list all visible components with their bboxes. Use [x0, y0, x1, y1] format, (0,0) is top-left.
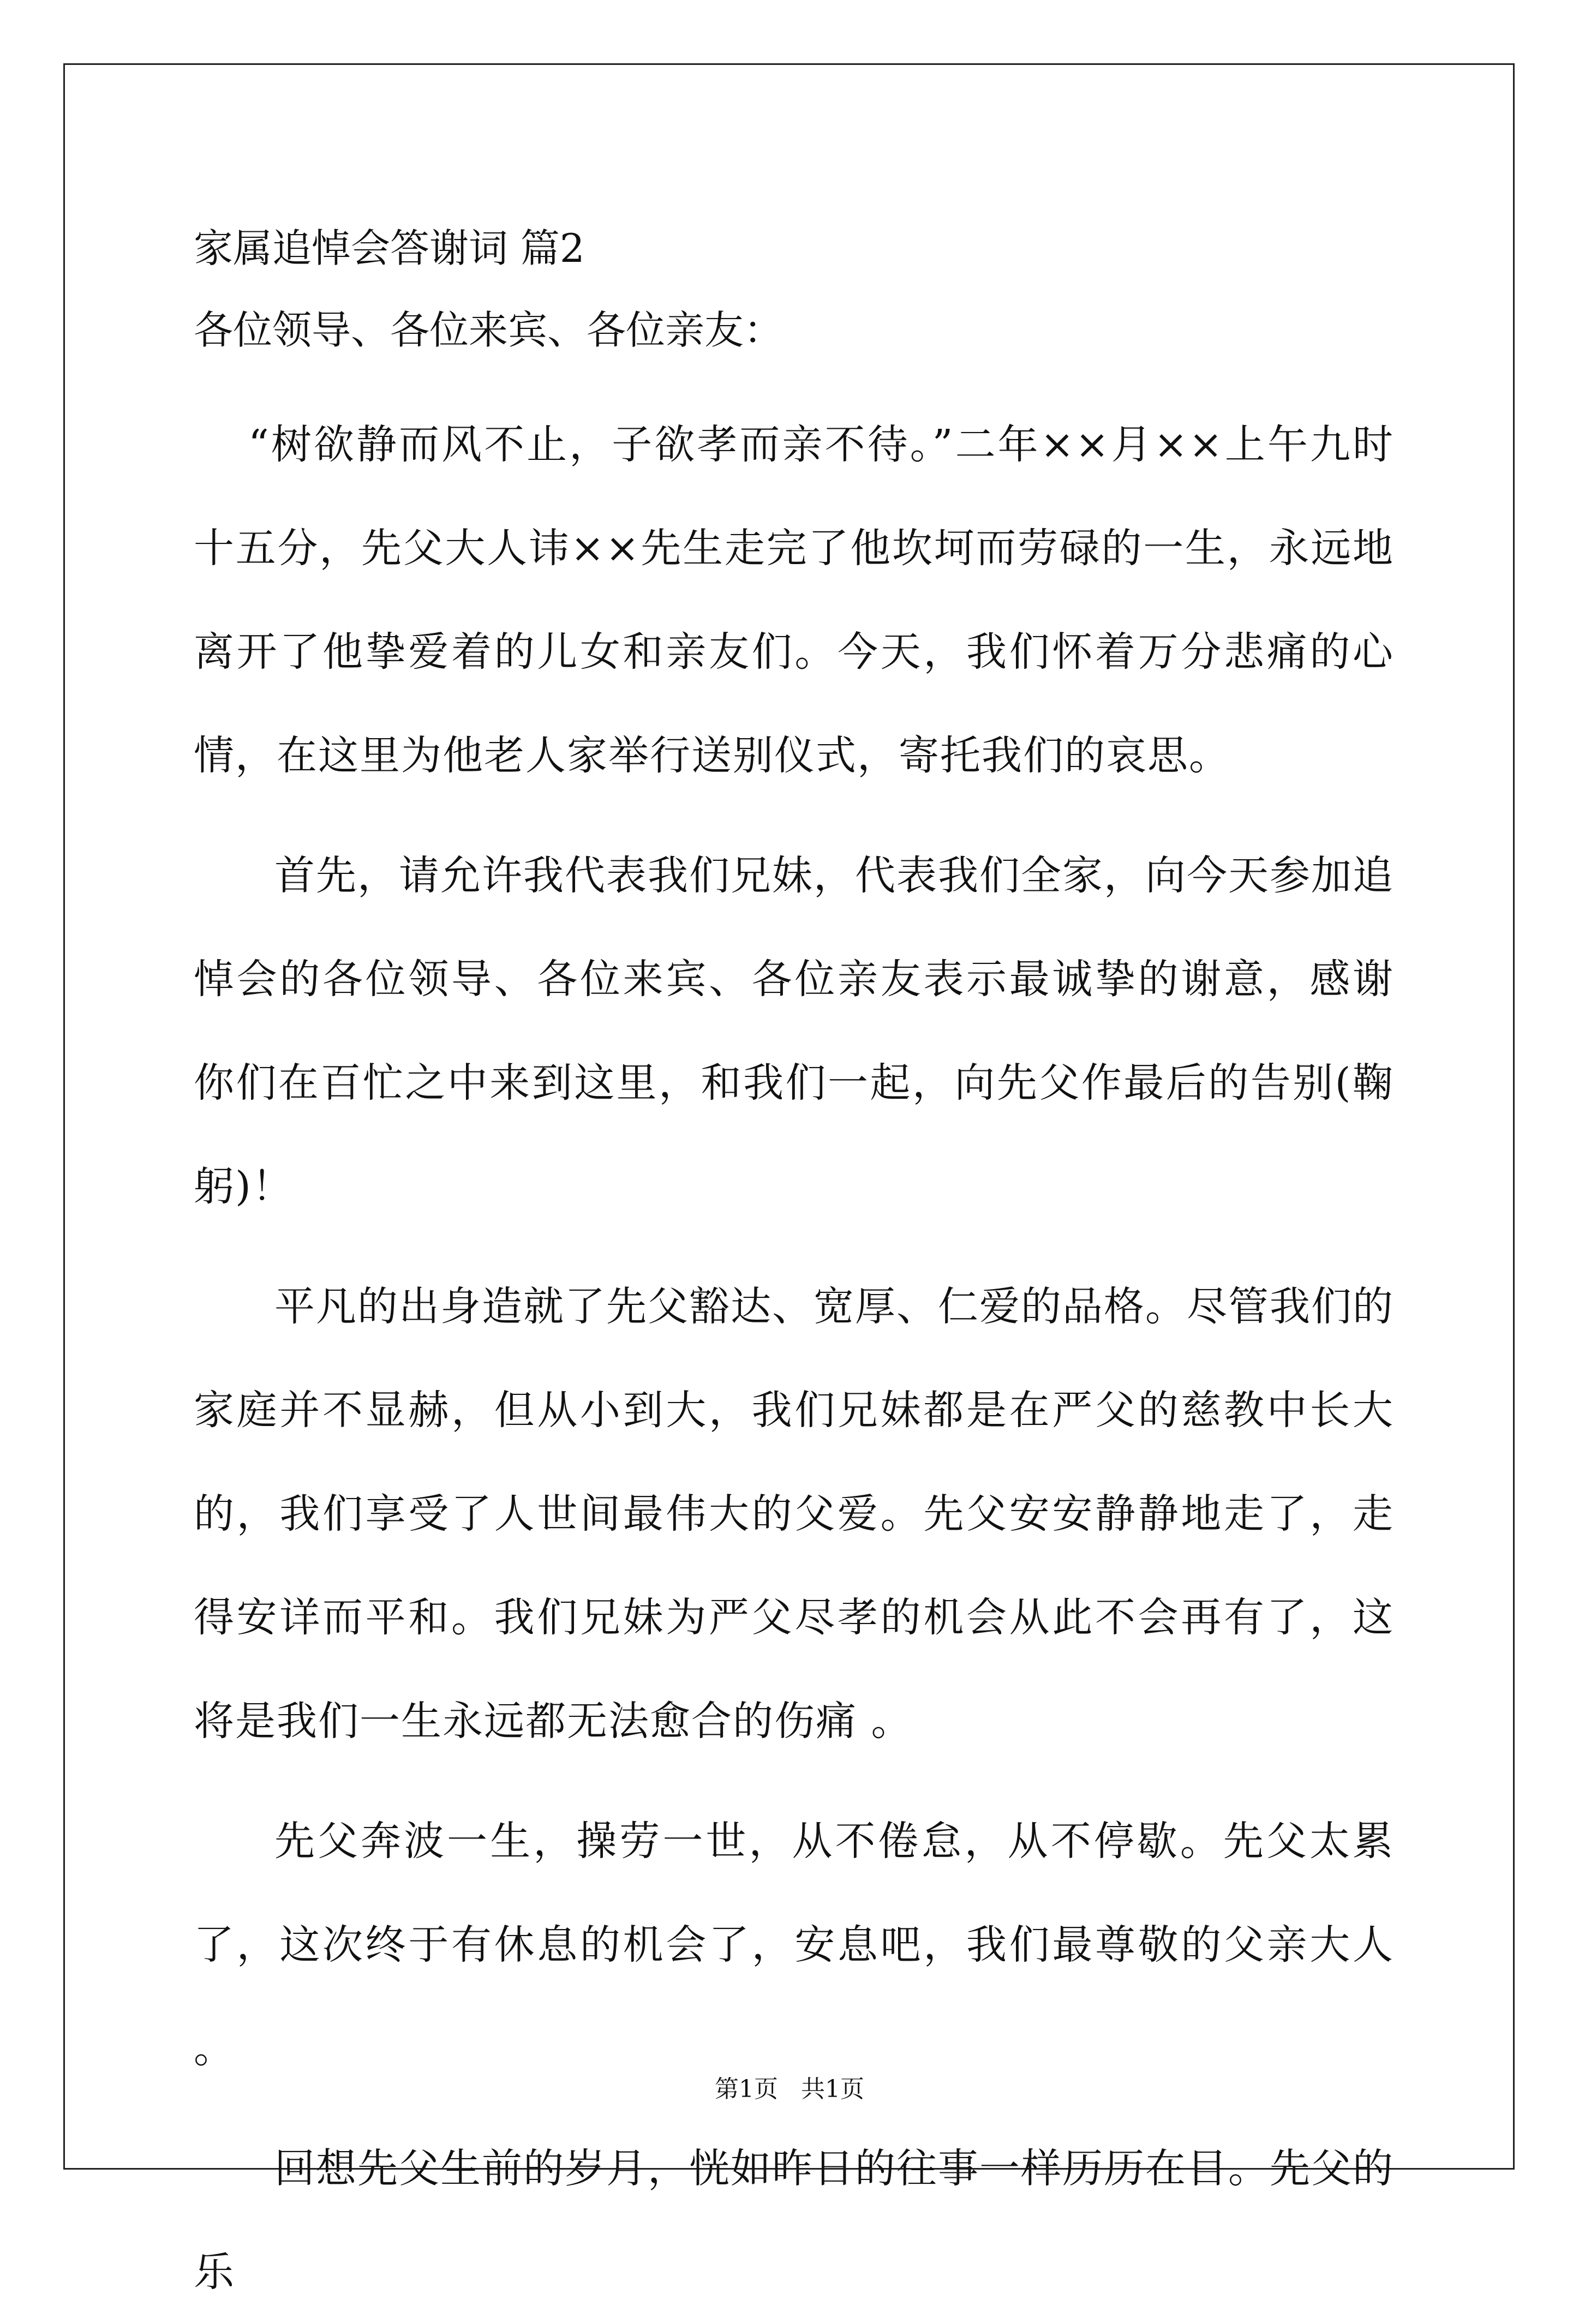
paragraph-2: 首先，请允许我代表我们兄妹，代表我们全家，向今天参加追悼会的各位领导、各位来宾、各位亲友表示最诚挚的谢意，感谢你们在百忙之中来到这里，和我们一起，向先父作最后的告别(鞠躬)！ [194, 852, 1394, 1210]
paragraph-1: “树欲静而风不止，子欲孝而亲不待。”二年××月××上午九时十五分，先父大人讳××先生走完了他坎坷而劳碌的一生，永远地离开了他挚爱着的儿女和亲友们。今天，我们怀着万分悲痛的心情，在这里为他老人家举行送别仪式，寄托我们的哀思。 [194, 421, 1394, 779]
document-body [194, 207, 1394, 2324]
paragraph-5: 回想先父生前的岁月，恍如昨日的往事一样历历在目。先父的乐 [194, 2145, 1394, 2296]
document-title: 家属追悼会答谢词 篇2 [194, 225, 585, 271]
paragraph-3: 平凡的出身造就了先父豁达、宽厚、仁爱的品格。尽管我们的家庭并不显赫，但从小到大，我们兄妹都是在严父的慈教中长大的，我们享受了人世间最伟大的父爱。先父安安静静地走了，走得安详而平和。我们兄妹为严父尽孝的机会从此不会再有了，这将是我们一生永远都无法愈合的伤痛 。 [194, 1283, 1394, 1745]
paragraph-4: 先父奔波一生，操劳一世，从不倦怠，从不停歇。先父太累了，这次终于有休息的机会了，安息吧，我们最尊敬的父亲大人 。 [194, 1818, 1394, 2072]
page-footer: 第1页 共1页 [715, 2075, 864, 2103]
salutation: 各位领导、各位来宾、各位亲友： [194, 307, 783, 353]
